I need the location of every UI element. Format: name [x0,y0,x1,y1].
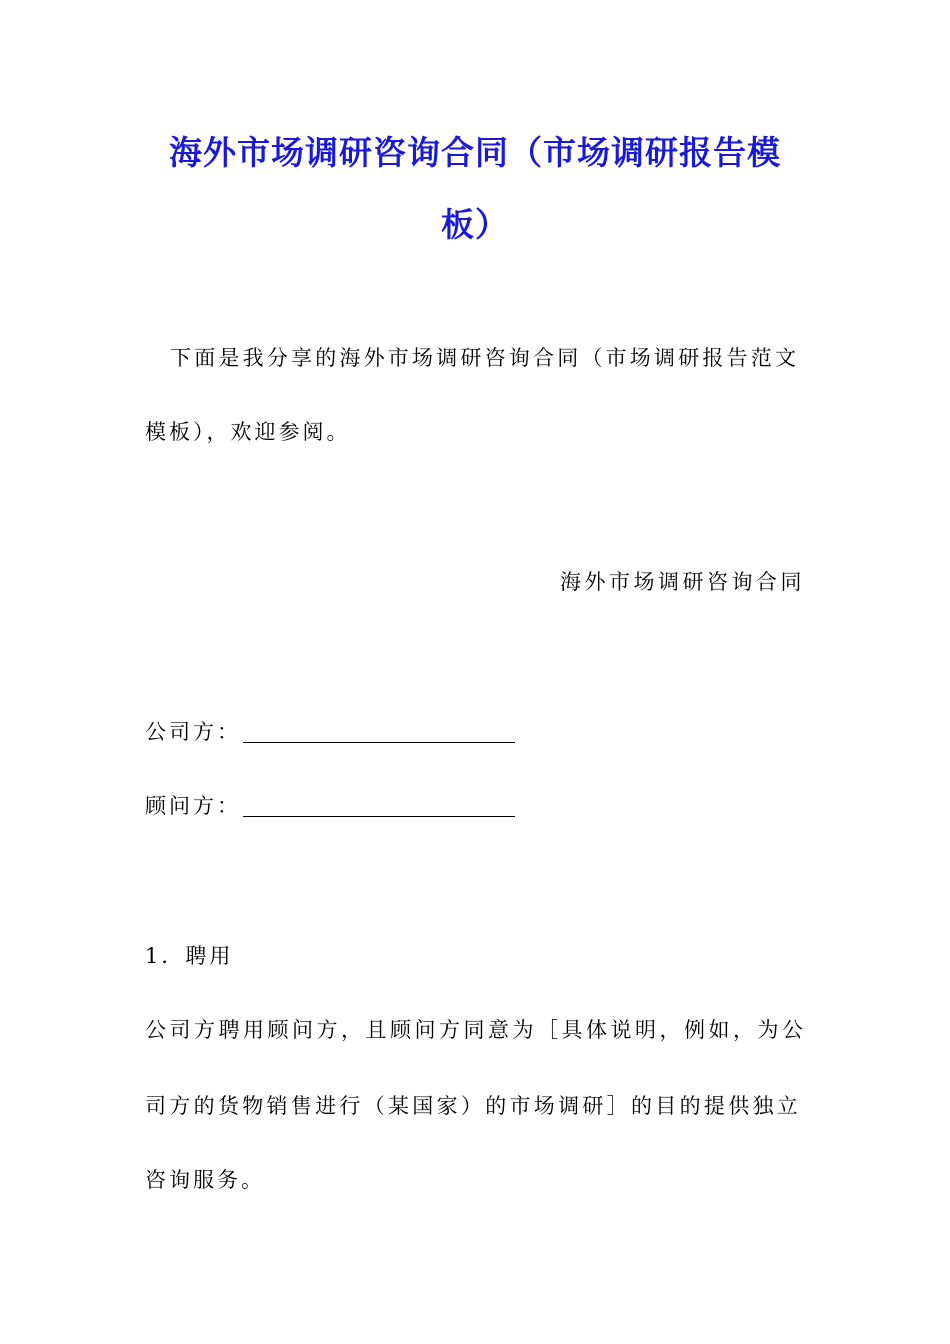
consultant-party-blank-line [243,796,515,817]
document-title-line-2: 板） [441,205,509,244]
consultant-party-field [145,796,515,817]
intro-paragraph-line-2: 模板），欢迎参阅。 [145,420,351,444]
intro-paragraph-line-1: 下面是我分享的海外市场调研咨询合同（市场调研报告范文 [170,346,800,370]
document-title-line-1: 海外市场调研咨询合同（市场调研报告模 [169,133,781,172]
company-party-field [145,722,515,743]
consultant-party-label: 顾问方： [145,794,241,818]
company-party-blank-line [243,722,515,743]
section-1-body-line-2: 司方的货物销售进行（某国家）的市场调研］的目的提供独立 [145,1094,802,1118]
contract-subtitle: 海外市场调研咨询合同 [560,570,805,594]
company-party-label: 公司方： [145,720,241,744]
section-1-body-line-3: 咨询服务。 [145,1168,265,1192]
section-1-body-line-1: 公司方聘用顾问方，且顾问方同意为［具体说明，例如，为公 [145,1018,807,1042]
section-1-heading: 1．聘用 [145,944,234,968]
